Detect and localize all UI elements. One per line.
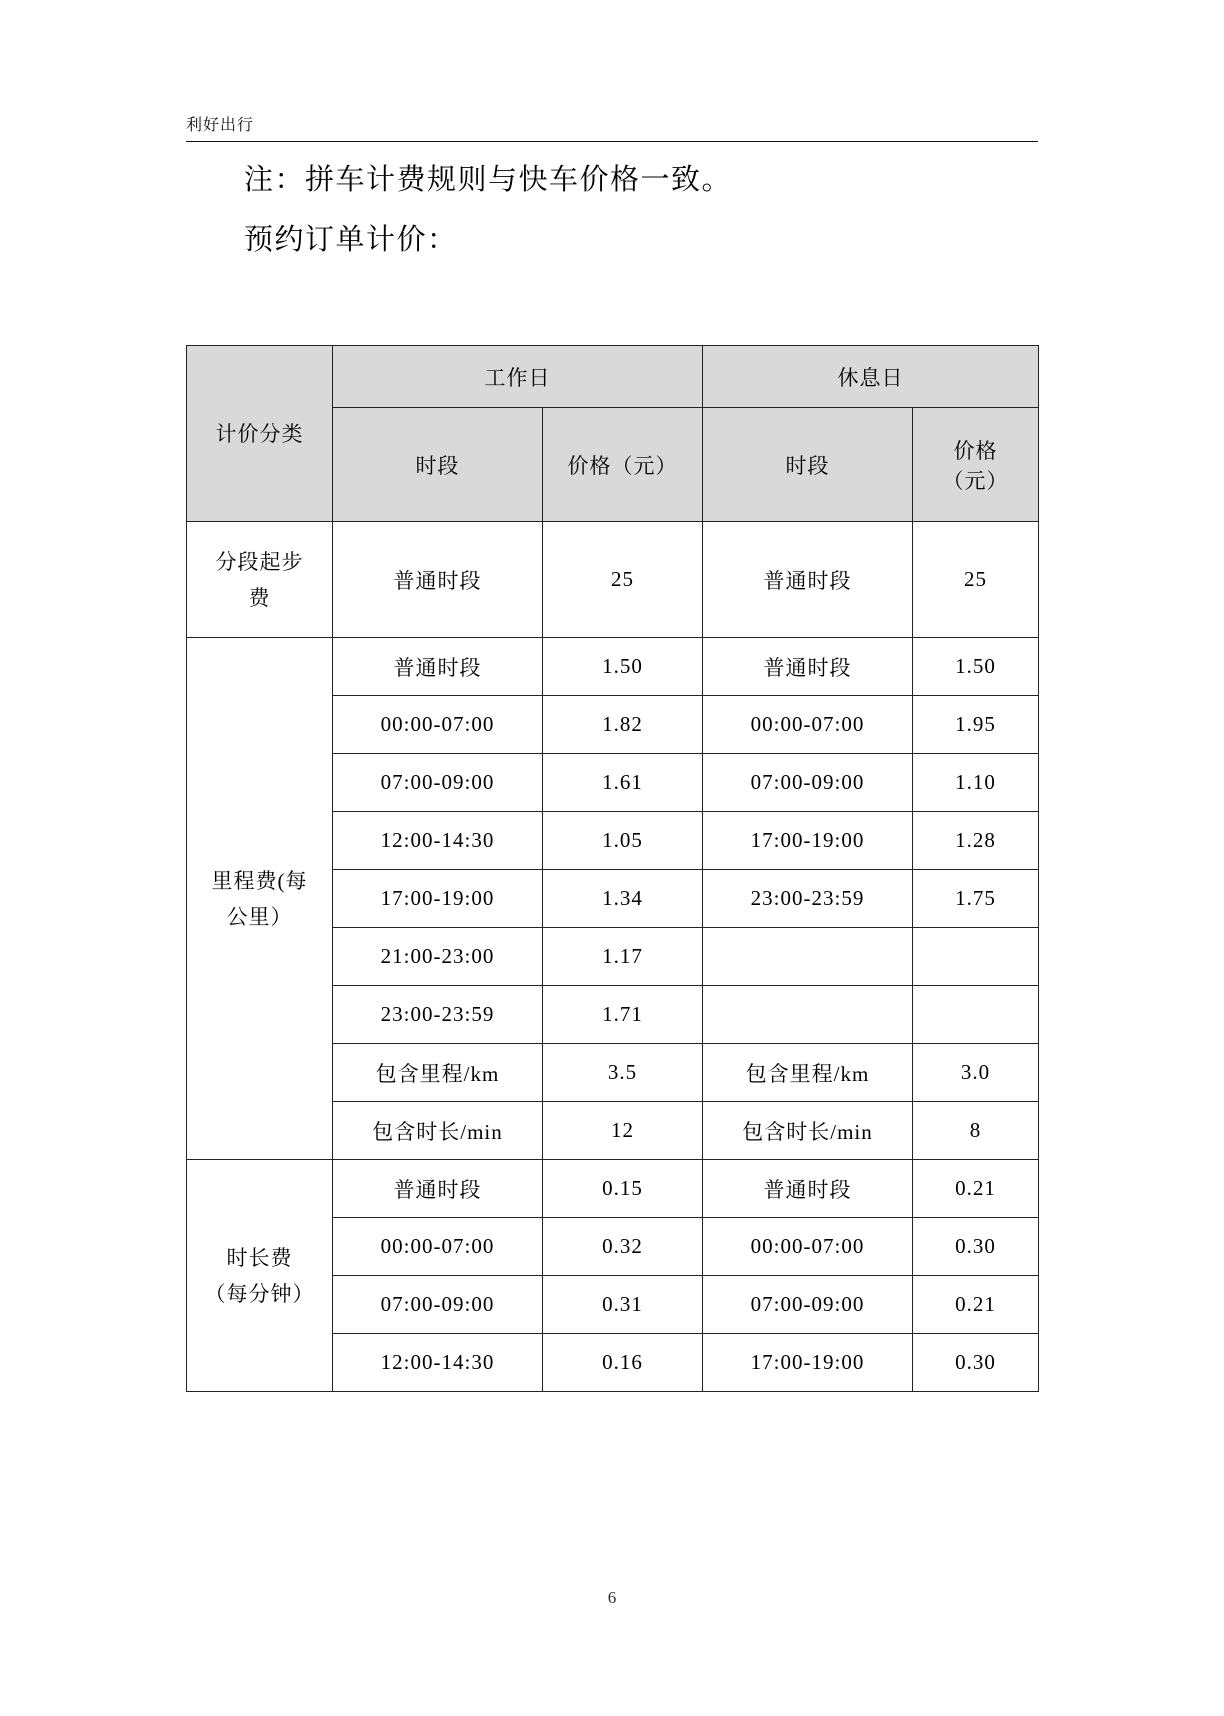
cell-weekend-price — [913, 928, 1039, 986]
brand-name: 利好出行 — [186, 117, 255, 134]
pricing-table — [186, 345, 1039, 1392]
section-label-line2: 公里） — [226, 904, 293, 929]
cell-weekend-price: 0.30 — [913, 1334, 1039, 1392]
cell-weekday-price: 1.50 — [543, 638, 703, 696]
cell-weekday-price: 1.82 — [543, 696, 703, 754]
section-label-line2: （每分钟） — [204, 1281, 315, 1306]
cell-weekend-period: 普通时段 — [703, 522, 913, 638]
cell-weekend-period: 包含时长/min — [703, 1102, 913, 1160]
cell-weekend-period: 07:00-09:00 — [703, 754, 913, 812]
cell-weekday-period: 包含里程/km — [333, 1044, 543, 1102]
cell-weekday-period: 普通时段 — [333, 522, 543, 638]
section-label-base-fare — [187, 522, 333, 638]
cell-weekend-price: 1.28 — [913, 812, 1039, 870]
page-header — [186, 112, 1038, 142]
cell-weekday-period: 23:00-23:59 — [333, 986, 543, 1044]
header-category: 计价分类 — [187, 346, 333, 522]
header-divider — [186, 141, 1038, 142]
cell-weekday-price: 1.71 — [543, 986, 703, 1044]
cell-weekday-period: 包含时长/min — [333, 1102, 543, 1160]
cell-weekend-period: 包含里程/km — [703, 1044, 913, 1102]
cell-weekday-price: 1.05 — [543, 812, 703, 870]
header-weekday: 工作日 — [333, 346, 703, 408]
cell-weekday-price: 3.5 — [543, 1044, 703, 1102]
header-weekend-period: 时段 — [703, 408, 913, 522]
cell-weekend-period: 普通时段 — [703, 638, 913, 696]
paragraph-section-title: 预约订单计价： — [244, 224, 458, 256]
cell-weekday-price: 0.32 — [543, 1218, 703, 1276]
cell-weekday-price: 1.61 — [543, 754, 703, 812]
table-row — [187, 522, 1039, 638]
header-weekday-period: 时段 — [333, 408, 543, 522]
cell-weekend-price — [913, 986, 1039, 1044]
cell-weekday-period: 07:00-09:00 — [333, 1276, 543, 1334]
section-label-line1: 分段起步 — [215, 549, 304, 574]
page-number: 6 — [607, 1588, 617, 1607]
cell-weekday-period: 12:00-14:30 — [333, 812, 543, 870]
table-row — [187, 638, 1039, 696]
header-weekday-price: 价格（元） — [543, 408, 703, 522]
cell-weekend-price: 1.10 — [913, 754, 1039, 812]
cell-weekday-period: 07:00-09:00 — [333, 754, 543, 812]
cell-weekend-period: 17:00-19:00 — [703, 1334, 913, 1392]
cell-weekend-price: 3.0 — [913, 1044, 1039, 1102]
cell-weekday-price: 0.16 — [543, 1334, 703, 1392]
table-row — [187, 1160, 1039, 1218]
cell-weekend-period: 17:00-19:00 — [703, 812, 913, 870]
header-weekend-price-line1: 价格 — [953, 438, 998, 463]
cell-weekend-price: 1.50 — [913, 638, 1039, 696]
cell-weekend-period — [703, 986, 913, 1044]
cell-weekend-price: 25 — [913, 522, 1039, 638]
cell-weekday-price: 0.31 — [543, 1276, 703, 1334]
intro-paragraphs — [186, 150, 1046, 270]
cell-weekday-price: 1.34 — [543, 870, 703, 928]
cell-weekend-period: 00:00-07:00 — [703, 696, 913, 754]
section-label-line1: 里程费(每 — [211, 868, 308, 893]
cell-weekday-period: 00:00-07:00 — [333, 1218, 543, 1276]
cell-weekend-price: 8 — [913, 1102, 1039, 1160]
cell-weekday-price: 25 — [543, 522, 703, 638]
cell-weekday-price: 1.17 — [543, 928, 703, 986]
cell-weekend-period — [703, 928, 913, 986]
cell-weekend-period: 普通时段 — [703, 1160, 913, 1218]
header-weekend: 休息日 — [703, 346, 1039, 408]
cell-weekday-price: 12 — [543, 1102, 703, 1160]
cell-weekend-price: 1.95 — [913, 696, 1039, 754]
table-header-row-1 — [187, 346, 1039, 408]
pricing-table-wrapper — [186, 345, 1038, 1392]
cell-weekend-price: 0.21 — [913, 1160, 1039, 1218]
cell-weekday-period: 21:00-23:00 — [333, 928, 543, 986]
cell-weekday-period: 普通时段 — [333, 1160, 543, 1218]
cell-weekday-period: 17:00-19:00 — [333, 870, 543, 928]
cell-weekend-period: 23:00-23:59 — [703, 870, 913, 928]
header-weekend-price — [913, 408, 1039, 522]
cell-weekday-period: 普通时段 — [333, 638, 543, 696]
section-label-line1: 时长费 — [226, 1245, 293, 1270]
cell-weekend-price: 0.30 — [913, 1218, 1039, 1276]
cell-weekend-price: 0.21 — [913, 1276, 1039, 1334]
cell-weekend-period: 07:00-09:00 — [703, 1276, 913, 1334]
cell-weekend-price: 1.75 — [913, 870, 1039, 928]
page-footer — [0, 1588, 1224, 1608]
paragraph-note: 注：拼车计费规则与快车价格一致。 — [244, 164, 733, 196]
cell-weekday-period: 00:00-07:00 — [333, 696, 543, 754]
cell-weekend-period: 00:00-07:00 — [703, 1218, 913, 1276]
section-label-line2: 费 — [248, 585, 271, 610]
cell-weekday-period: 12:00-14:30 — [333, 1334, 543, 1392]
cell-weekday-price: 0.15 — [543, 1160, 703, 1218]
section-label-distance-fee — [187, 638, 333, 1160]
section-label-duration-fee — [187, 1160, 333, 1392]
header-weekend-price-line2: （元） — [942, 468, 1009, 493]
